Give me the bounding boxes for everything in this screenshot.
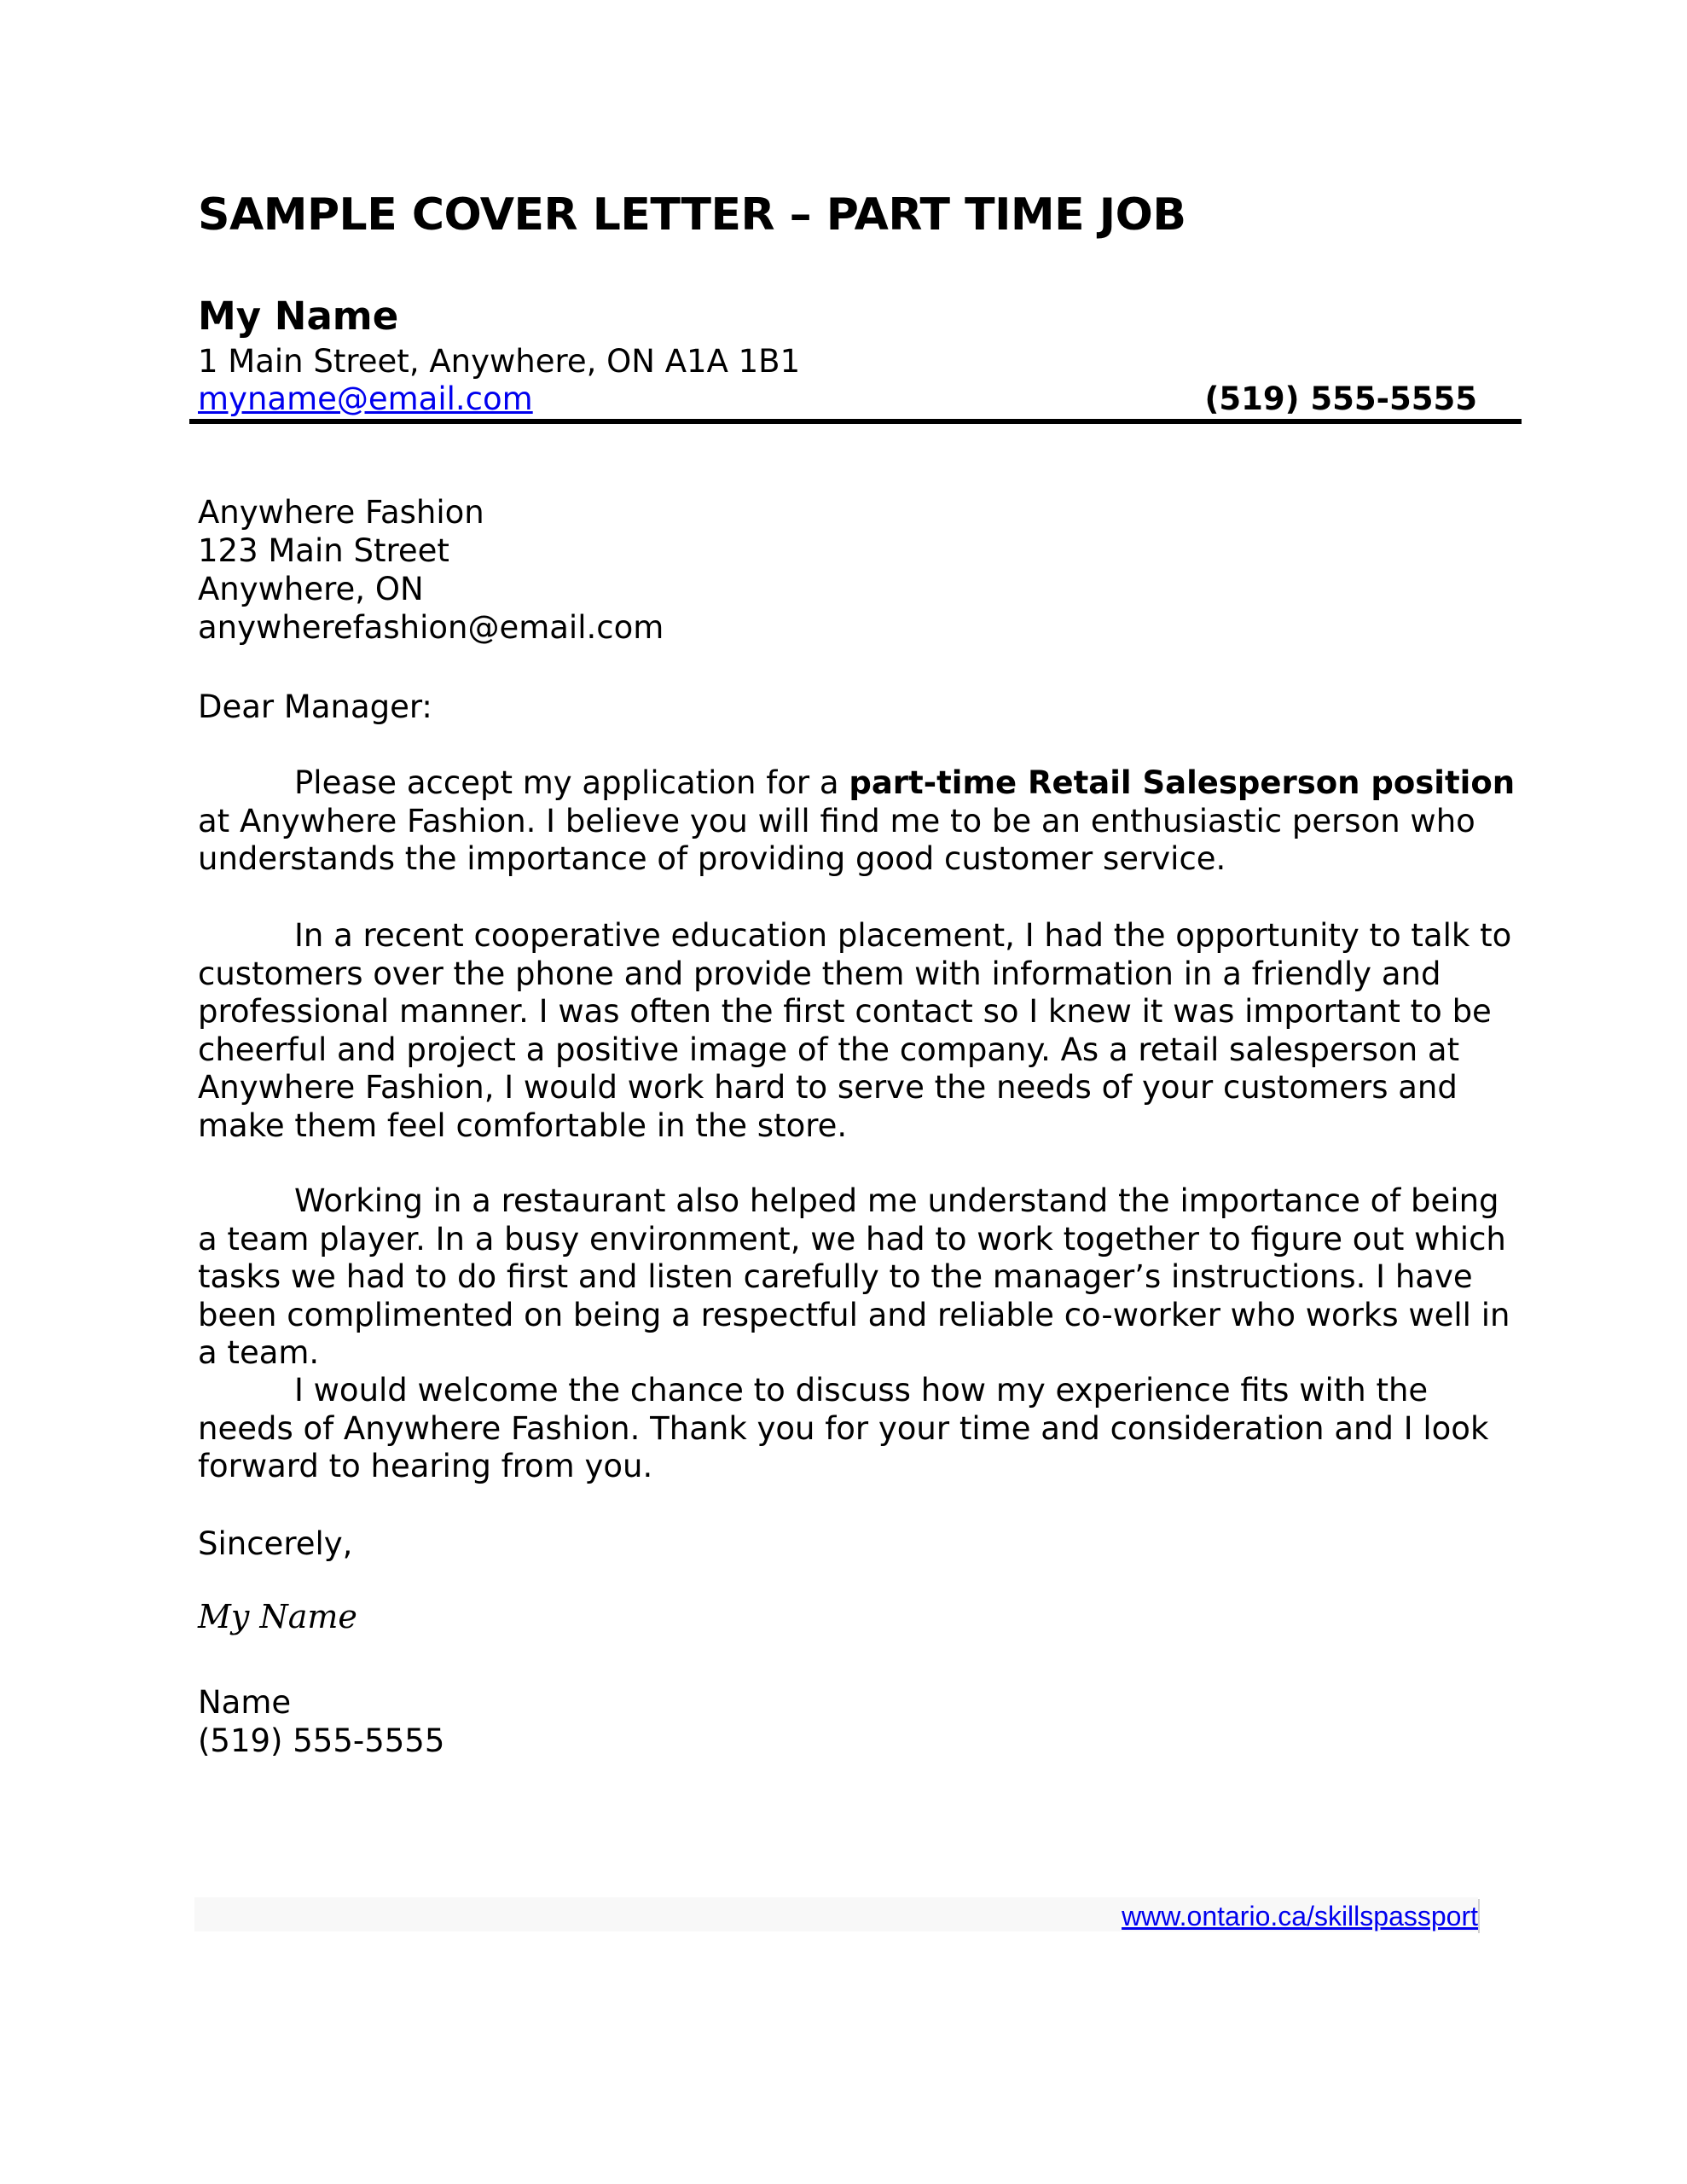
document-title: SAMPLE COVER LETTER – PART TIME JOB bbox=[198, 189, 1186, 241]
signer-phone: (519) 555-5555 bbox=[198, 1722, 445, 1759]
valediction: Sincerely, bbox=[198, 1525, 353, 1562]
paragraph-1-position: part-time Retail Salesperson position bbox=[849, 764, 1516, 801]
sender-contact-row bbox=[198, 380, 1477, 418]
footer-separator bbox=[1478, 1899, 1480, 1933]
paragraph-1 bbox=[198, 764, 1524, 879]
paragraph-1-rest: at Anywhere Fashion. I believe you will find me to be an enthusiastic person who understands the importance of providing good customer service. bbox=[198, 802, 1475, 877]
paragraph-4: I would welcome the chance to discuss how my experience fits with the needs of Anywhere Fashion. Thank you for your time and consideration and I look forward to hearing from you. bbox=[198, 1372, 1489, 1484]
footer-link[interactable]: www.ontario.ca/skillspassport bbox=[1122, 1901, 1478, 1931]
recipient-company: Anywhere Fashion bbox=[198, 494, 484, 531]
sender-email-link[interactable]: myname@email.com bbox=[198, 380, 533, 417]
salutation: Dear Manager: bbox=[198, 688, 432, 725]
paragraph-1-intro: Please accept my application for a bbox=[294, 764, 849, 801]
sender-address: 1 Main Street, Anywhere, ON A1A 1B1 bbox=[198, 343, 801, 380]
signature: My Name bbox=[198, 1598, 357, 1635]
sender-phone: (519) 555-5555 bbox=[1204, 380, 1477, 417]
recipient-block bbox=[198, 493, 664, 647]
recipient-city: Anywhere, ON bbox=[198, 571, 424, 607]
sender-name: My Name bbox=[198, 293, 399, 339]
signer-name: Name bbox=[198, 1684, 292, 1721]
paragraph-3: Working in a restaurant also helped me understand the importance of being a team player. In a busy environment, we had to work together to figure out which tasks we had to do first and listen carefully to the manager’s instructions. I have been complimented on being a respectful and reliable co-worker who works well in a team. bbox=[198, 1182, 1510, 1371]
paragraph-2: In a recent cooperative education placement, I had the opportunity to talk to customers over the phone and provide them with information in a friendly and professional manner. I was often the first contact so I knew it was important to be cheerful and project a positive image of the company. As a retail salesperson at Anywhere Fashion, I would work hard to serve the needs of your customers and make them feel comfortable in the store. bbox=[198, 917, 1512, 1144]
recipient-street: 123 Main Street bbox=[198, 532, 449, 569]
header-divider bbox=[189, 419, 1522, 424]
recipient-email: anywherefashion@email.com bbox=[198, 609, 664, 646]
